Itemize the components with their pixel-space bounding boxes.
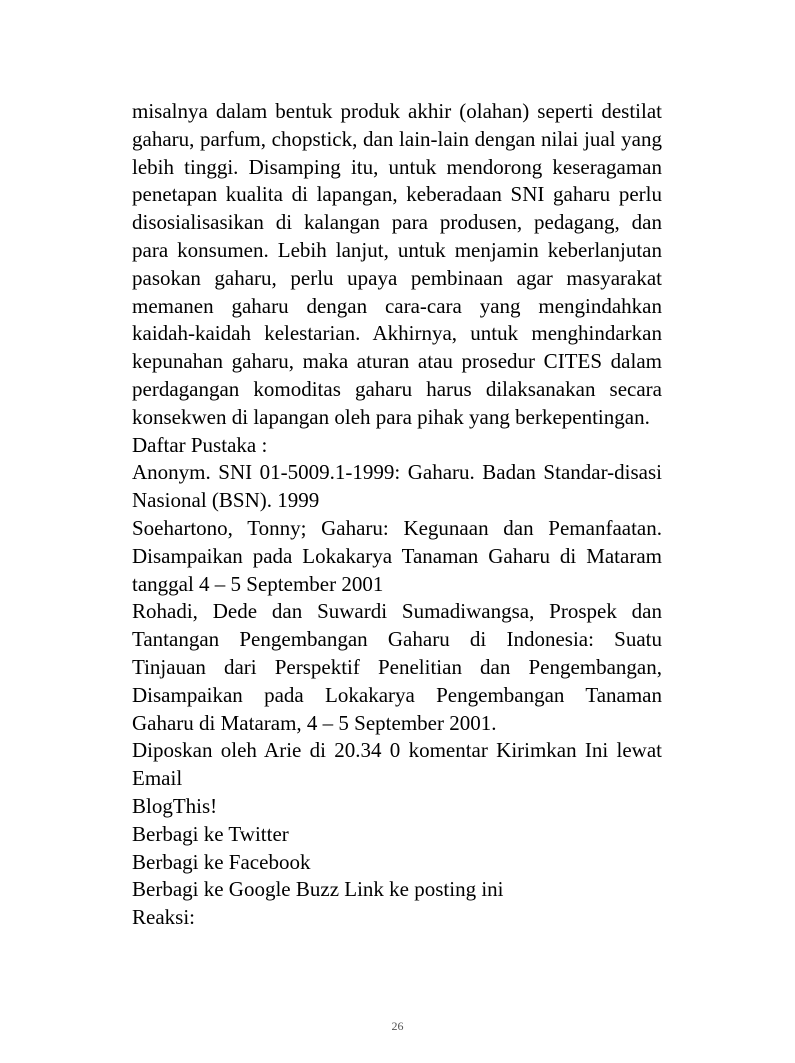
posted-by-line: Diposkan oleh Arie di 20.34 0 komentar Kirimkan Ini lewat Email	[132, 738, 662, 791]
document-page	[132, 98, 662, 932]
page-number: 26	[391, 1019, 404, 1033]
share-links	[132, 793, 662, 932]
body-paragraph: misalnya dalam bentuk produk akhir (olahan) seperti destilat gaharu, parfum, chopstick, dan lain-lain dengan nilai jual yang lebih tinggi. Disamping itu, untuk mendorong keseragaman penetapan kualita di lapangan, keberadaan SNI gaharu perlu disosialisasikan di kalangan para produsen, pedagang, dan para konsumen. Lebih lanjut, untuk menjamin keberlanjutan pasokan gaharu, perlu upaya pembinaan agar masyarakat memanen gaharu dengan cara-cara yang mengindahkan kaidah-kaidah kelestarian. Akhirnya, untuk menghindarkan kepunahan gaharu, maka aturan atau prosedur CITES dalam perdagangan komoditas gaharu harus dilaksanakan secara konsekwen di lapangan oleh para pihak yang berkepentingan.	[132, 99, 662, 429]
reference-item-1: Anonym. SNI 01-5009.1-1999: Gaharu. Badan Standar-disasi Nasional (BSN). 1999	[132, 460, 662, 513]
blogthis-link[interactable]: BlogThis!	[132, 793, 218, 818]
share-buzz-link[interactable]: Berbagi ke Google Buzz Link ke posting ini	[132, 877, 504, 902]
reference-item-2: Soehartono, Tonny; Gaharu: Kegunaan dan Pemanfaatan. Disampaikan pada Lokakarya Tanaman Gaharu di Mataram tanggal 4 – 5 September 2001	[132, 515, 662, 596]
share-twitter-link[interactable]: Berbagi ke Twitter	[132, 821, 289, 846]
reactions-label: Reaksi:	[132, 905, 195, 930]
reference-item-3: Rohadi, Dede dan Suwardi Sumadiwangsa, Prospek dan Tantangan Pengembangan Gaharu di Indonesia: Suatu Tinjauan dari Perspektif Penelitian dan Pengembangan, Disampaikan pada Lokakarya Pengembangan Tanaman Gaharu di Mataram, 4 – 5 September 2001.	[132, 599, 662, 735]
share-facebook-link[interactable]: Berbagi ke Facebook	[132, 849, 311, 874]
references-list	[132, 459, 662, 737]
references-heading: Daftar Pustaka :	[132, 432, 268, 457]
